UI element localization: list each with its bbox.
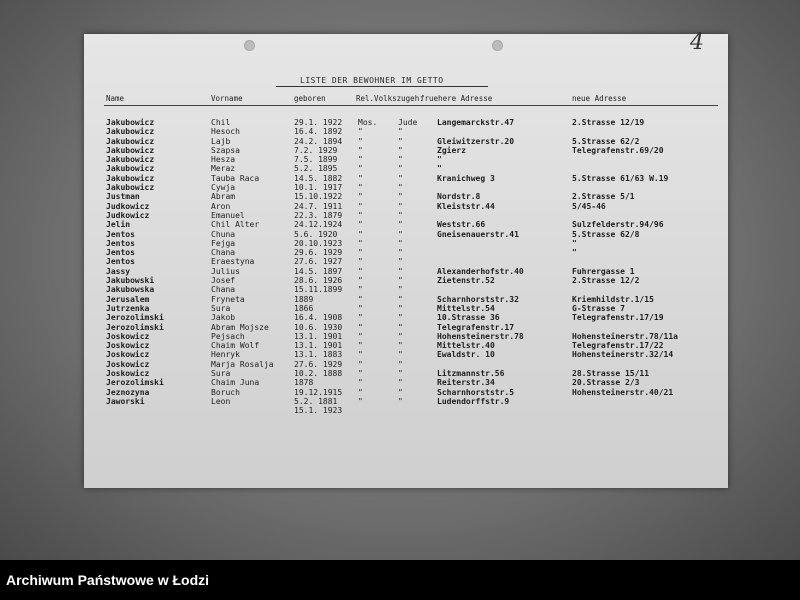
- cell-volk: Jude: [398, 118, 418, 127]
- cell-name: Jakubowicz: [106, 183, 155, 193]
- cell-religion: ": [358, 359, 363, 369]
- cell-first-name: Eraestyna: [211, 257, 255, 267]
- cell-born: 10.2. 1888: [294, 369, 343, 379]
- archive-name: Archiwum Państwowe w Łodzi: [6, 572, 210, 588]
- cell-volk: ": [398, 322, 403, 332]
- cell-volk: ": [398, 136, 403, 146]
- cell-first-name: Chil Alter: [211, 220, 260, 230]
- table-row: [0, 248, 800, 257]
- cell-new-address: Hohensteinerstr.40/21: [572, 387, 674, 397]
- table-row: [0, 164, 800, 173]
- cell-first-name: Aron: [211, 201, 231, 211]
- cell-born: 7.5. 1899: [294, 155, 338, 165]
- cell-religion: ": [358, 145, 363, 155]
- cell-religion: ": [358, 387, 363, 397]
- cell-religion: ": [358, 127, 363, 137]
- punch-hole: [244, 40, 255, 51]
- cell-old-address: Weststr.66: [437, 220, 486, 230]
- cell-new-address: Telegrafenstr.17/22: [572, 341, 664, 351]
- cell-first-name: Chana: [211, 285, 236, 295]
- cell-name: Judkowicz: [106, 201, 150, 211]
- table-row: [0, 202, 800, 211]
- cell-name: Jakubowicz: [106, 173, 155, 183]
- table-row: [0, 332, 800, 341]
- cell-name: Jerozolimski: [106, 378, 164, 388]
- title-underline: [276, 86, 488, 87]
- table-row: [0, 257, 800, 266]
- table-row: [0, 313, 800, 322]
- cell-new-address: ": [572, 238, 577, 248]
- punch-hole: [492, 40, 503, 51]
- cell-born: 24.12.1924: [294, 220, 343, 230]
- cell-religion: ": [358, 313, 363, 323]
- cell-born: 28.6. 1926: [294, 276, 343, 286]
- cell-old-address: Zietenstr.52: [437, 276, 495, 286]
- cell-volk: ": [398, 387, 403, 397]
- cell-volk: ": [398, 369, 403, 379]
- table-row: [0, 360, 800, 369]
- cell-new-address: Sulzfelderstr.94/96: [572, 220, 664, 230]
- cell-born: 1878: [294, 378, 314, 388]
- cell-born: 13.1. 1901: [294, 341, 343, 351]
- cell-old-address: Litzmannstr.56: [437, 369, 505, 379]
- table-row: [0, 118, 800, 127]
- cell-first-name: Fryneta: [211, 294, 245, 304]
- cell-born: 15.11.1899: [294, 285, 343, 295]
- table-row: [0, 323, 800, 332]
- cell-first-name: Abram: [211, 192, 236, 202]
- cell-old-address: Mittelstr.40: [437, 341, 495, 351]
- cell-name: Jutrzenka: [106, 303, 150, 313]
- cell-old-address: Scharnhorststr.32: [437, 294, 519, 304]
- cell-volk: ": [398, 155, 403, 165]
- cell-religion: ": [358, 155, 363, 165]
- cell-old-address: Kleiststr.44: [437, 201, 495, 211]
- cell-name: Jakubowicz: [106, 155, 155, 165]
- page-number: 4: [690, 30, 704, 55]
- cell-volk: ": [398, 331, 403, 341]
- cell-born: 1866: [294, 303, 314, 313]
- cell-religion: ": [358, 183, 363, 193]
- cell-new-address: Hohensteinerstr.32/14: [572, 350, 674, 360]
- resident-list: [0, 118, 800, 416]
- cell-first-name: Hesza: [211, 155, 236, 165]
- table-row: [0, 230, 800, 239]
- cell-volk: ": [398, 229, 403, 239]
- cell-religion: ": [358, 238, 363, 248]
- cell-name: Joskowicz: [106, 359, 150, 369]
- cell-old-address: Alexanderhofstr.40: [437, 266, 524, 276]
- cell-religion: Mos.: [358, 118, 378, 127]
- cell-religion: ": [358, 341, 363, 351]
- cell-old-address: Scharnhorststr.5: [437, 387, 515, 397]
- table-row: [0, 267, 800, 276]
- cell-volk: ": [398, 378, 403, 388]
- header-rule: [104, 105, 718, 106]
- cell-first-name: Pejsach: [211, 331, 245, 341]
- cell-first-name: Hesoch: [211, 127, 240, 137]
- cell-name: Jentos: [106, 238, 135, 248]
- cell-born: 10.1. 1917: [294, 183, 343, 193]
- header-born: geboren: [294, 94, 326, 103]
- cell-religion: ": [358, 229, 363, 239]
- cell-born: 13.1. 1901: [294, 331, 343, 341]
- cell-volk: ": [398, 183, 403, 193]
- header-new-address: neue Adresse: [572, 94, 627, 103]
- cell-name: Jentos: [106, 229, 135, 239]
- cell-old-address: Langemarckstr.47: [437, 118, 515, 127]
- cell-first-name: Sura: [211, 369, 231, 379]
- cell-old-address: Reiterstr.34: [437, 378, 495, 388]
- cell-born: 16.4. 1892: [294, 127, 343, 137]
- cell-first-name: Josef: [211, 276, 236, 286]
- cell-born: 16.4. 1908: [294, 313, 343, 323]
- document-title: LISTE DER BEWOHNER IM GETTO: [300, 76, 444, 85]
- cell-religion: ": [358, 331, 363, 341]
- cell-old-address: Zgierz: [437, 145, 466, 155]
- cell-born: 5.2. 1881: [294, 396, 338, 406]
- cell-religion: ": [358, 210, 363, 220]
- cell-first-name: Henryk: [211, 350, 240, 360]
- cell-first-name: Chaim Juna: [211, 378, 260, 388]
- cell-name: Judkowicz: [106, 210, 150, 220]
- cell-name: Jakubowski: [106, 276, 155, 286]
- table-row: [0, 378, 800, 387]
- table-row: [0, 220, 800, 229]
- cell-religion: ": [358, 322, 363, 332]
- cell-old-address: Nordstr.8: [437, 192, 481, 202]
- table-row: [0, 388, 800, 397]
- cell-first-name: Meraz: [211, 164, 236, 174]
- cell-first-name: Szapsa: [211, 145, 240, 155]
- table-row: [0, 211, 800, 220]
- cell-first-name: Leon: [211, 396, 231, 406]
- cell-religion: ": [358, 285, 363, 295]
- header-first-name: Vorname: [211, 94, 243, 103]
- cell-new-address: Fuhrergasse 1: [572, 266, 635, 276]
- cell-name: Jerozolimski: [106, 322, 164, 332]
- table-row: [0, 406, 800, 415]
- cell-volk: ": [398, 350, 403, 360]
- cell-religion: ": [358, 220, 363, 230]
- cell-name: Joskowicz: [106, 331, 150, 341]
- cell-born: 27.6. 1929: [294, 359, 343, 369]
- cell-born: 20.10.1923: [294, 238, 343, 248]
- cell-first-name: Cywja: [211, 183, 236, 193]
- cell-volk: ": [398, 313, 403, 323]
- cell-name: Jassy: [106, 266, 131, 276]
- table-row: [0, 239, 800, 248]
- cell-old-address: Ewaldstr. 10: [437, 350, 495, 360]
- cell-religion: ": [358, 350, 363, 360]
- cell-volk: ": [398, 285, 403, 295]
- cell-religion: ": [358, 396, 363, 406]
- cell-first-name: Sura: [211, 303, 231, 313]
- footer-bar: [0, 560, 800, 600]
- cell-religion: ": [358, 303, 363, 313]
- cell-name: Jeznozyna: [106, 387, 150, 397]
- cell-volk: ": [398, 220, 403, 230]
- header-old-address: fruehere Adresse: [420, 94, 493, 103]
- cell-religion: ": [358, 248, 363, 258]
- cell-new-address: 2.Strasse 5/1: [572, 192, 635, 202]
- cell-old-address: Hohensteinerstr.78: [437, 331, 524, 341]
- cell-first-name: Tauba Raca: [211, 173, 260, 183]
- cell-new-address: 5.Strasse 61/63 W.19: [572, 173, 669, 183]
- cell-born: 22.3. 1879: [294, 210, 343, 220]
- cell-first-name: Marja Rosalja: [211, 359, 274, 369]
- cell-name: Jakubowicz: [106, 127, 155, 137]
- cell-born: 24.2. 1894: [294, 136, 343, 146]
- cell-old-address: Ludendorffstr.9: [437, 396, 510, 406]
- cell-name: Joskowicz: [106, 341, 150, 351]
- cell-name: Jaworski: [106, 396, 145, 406]
- cell-old-address: Gneisenauerstr.41: [437, 229, 519, 239]
- cell-born: 27.6. 1927: [294, 257, 343, 267]
- cell-religion: ": [358, 201, 363, 211]
- cell-born: 14.5. 1882: [294, 173, 343, 183]
- table-row: [0, 137, 800, 146]
- table-row: [0, 304, 800, 313]
- table-row: [0, 276, 800, 285]
- cell-volk: ": [398, 127, 403, 137]
- cell-born: 7.2. 1929: [294, 145, 338, 155]
- cell-volk: ": [398, 164, 403, 174]
- cell-name: Jentos: [106, 257, 135, 267]
- cell-born: 24.7. 1911: [294, 201, 343, 211]
- table-row: [0, 127, 800, 136]
- cell-volk: ": [398, 192, 403, 202]
- cell-religion: ": [358, 164, 363, 174]
- cell-new-address: 2.Strasse 12/19: [572, 118, 645, 127]
- cell-new-address: ": [572, 248, 577, 258]
- cell-new-address: 28.Strasse 15/11: [572, 369, 650, 379]
- cell-volk: ": [398, 276, 403, 286]
- cell-name: Jakubowicz: [106, 136, 155, 146]
- cell-volk: ": [398, 303, 403, 313]
- cell-new-address: 2.Strasse 12/2: [572, 276, 640, 286]
- cell-born: 15.10.1922: [294, 192, 343, 202]
- cell-old-address: ": [437, 155, 442, 165]
- cell-volk: ": [398, 294, 403, 304]
- cell-born: 29.6. 1929: [294, 248, 343, 258]
- cell-new-address: Telegrafenstr.69/20: [572, 145, 664, 155]
- cell-first-name: Chaim Wolf: [211, 341, 260, 351]
- cell-volk: ": [398, 396, 403, 406]
- cell-name: Jerusalem: [106, 294, 150, 304]
- cell-new-address: 5.Strasse 62/8: [572, 229, 640, 239]
- cell-first-name: Jakob: [211, 313, 236, 323]
- cell-new-address: 20.Strasse 2/3: [572, 378, 640, 388]
- cell-old-address: Telegrafenstr.17: [437, 322, 515, 332]
- cell-religion: ": [358, 276, 363, 286]
- cell-born: 19.12.1915: [294, 387, 343, 397]
- cell-religion: ": [358, 192, 363, 202]
- cell-first-name: Chil: [211, 118, 231, 127]
- cell-first-name: Chuna: [211, 229, 236, 239]
- cell-old-address: ": [437, 164, 442, 174]
- table-row: [0, 174, 800, 183]
- cell-first-name: Lajb: [211, 136, 231, 146]
- cell-religion: ": [358, 266, 363, 276]
- cell-volk: ": [398, 238, 403, 248]
- cell-first-name: Chana: [211, 248, 236, 258]
- cell-religion: ": [358, 294, 363, 304]
- cell-volk: ": [398, 266, 403, 276]
- cell-new-address: G-Strasse 7: [572, 303, 625, 313]
- cell-first-name: Emanuel: [211, 210, 245, 220]
- cell-volk: ": [398, 248, 403, 258]
- table-row: [0, 369, 800, 378]
- cell-name: Jakubowicz: [106, 145, 155, 155]
- cell-religion: ": [358, 378, 363, 388]
- cell-new-address: Hohensteinerstr.78/11a: [572, 331, 678, 341]
- cell-volk: ": [398, 173, 403, 183]
- cell-born: 14.5. 1897: [294, 266, 343, 276]
- cell-born: 13.1. 1883: [294, 350, 343, 360]
- table-row: [0, 397, 800, 406]
- cell-name: Joskowicz: [106, 350, 150, 360]
- table-row: [0, 285, 800, 294]
- cell-name: Jakubowska: [106, 285, 155, 295]
- cell-name: Jelin: [106, 220, 131, 230]
- table-row: [0, 350, 800, 359]
- cell-first-name: Abram Mojsze: [211, 322, 269, 332]
- header-rel-volk: Rel.Volkszugeh.: [356, 94, 424, 103]
- cell-old-address: Gleiwitzerstr.20: [437, 136, 515, 146]
- cell-born: 5.2. 1895: [294, 164, 338, 174]
- cell-born: 29.1. 1922: [294, 118, 343, 127]
- header-name: Name: [106, 94, 125, 103]
- cell-volk: ": [398, 201, 403, 211]
- cell-religion: ": [358, 136, 363, 146]
- cell-first-name: Boruch: [211, 387, 240, 397]
- cell-religion: ": [358, 369, 363, 379]
- cell-new-address: Kriemhildstr.1/15: [572, 294, 654, 304]
- cell-old-address: 10.Strasse 36: [437, 313, 500, 323]
- table-row: [0, 183, 800, 192]
- cell-born: 5.6. 1920: [294, 229, 338, 239]
- cell-volk: ": [398, 145, 403, 155]
- cell-old-address: Kranichweg 3: [437, 173, 495, 183]
- cell-name: Jakubowicz: [106, 118, 155, 127]
- cell-name: Jentos: [106, 248, 135, 258]
- cell-born: 1889: [294, 294, 314, 304]
- cell-volk: ": [398, 210, 403, 220]
- cell-born: 10.6. 1930: [294, 322, 343, 332]
- cell-new-address: 5/45-46: [572, 201, 606, 211]
- cell-old-address: Mittelstr.54: [437, 303, 495, 313]
- cell-name: Justman: [106, 192, 140, 202]
- table-row: [0, 146, 800, 155]
- cell-volk: ": [398, 257, 403, 267]
- cell-religion: ": [358, 173, 363, 183]
- cell-first-name: Fejga: [211, 238, 236, 248]
- table-row: [0, 295, 800, 304]
- cell-born: 15.1. 1923: [294, 406, 343, 416]
- cell-name: Joskowicz: [106, 369, 150, 379]
- cell-name: Jerozolimski: [106, 313, 164, 323]
- cell-new-address: 5.Strasse 62/2: [572, 136, 640, 146]
- cell-new-address: Telegrafenstr.17/19: [572, 313, 664, 323]
- cell-name: Jakubowicz: [106, 164, 155, 174]
- cell-volk: ": [398, 359, 403, 369]
- cell-religion: ": [358, 257, 363, 267]
- cell-volk: ": [398, 341, 403, 351]
- table-row: [0, 192, 800, 201]
- cell-first-name: Julius: [211, 266, 240, 276]
